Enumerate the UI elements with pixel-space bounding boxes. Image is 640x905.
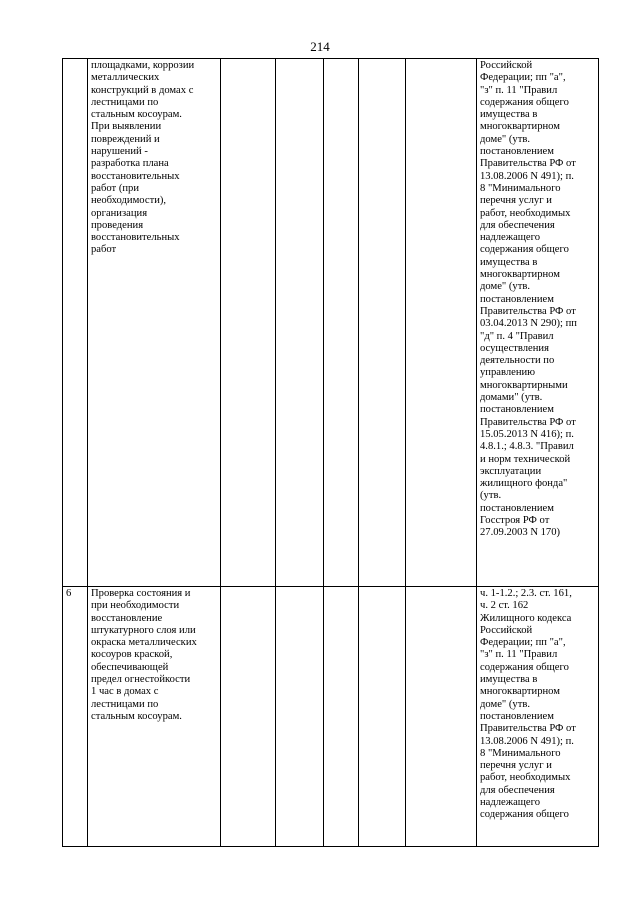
table-row bbox=[63, 587, 599, 847]
cell-text-line: для обеспечения bbox=[480, 784, 555, 796]
cell-text-line: "з" п. 11 "Правил bbox=[480, 84, 558, 96]
cell-text-line: и норм технической bbox=[480, 453, 571, 465]
cell-text-line: Проверка состояния и bbox=[91, 588, 191, 599]
cell-text-line: 13.08.2006 N 491); п. bbox=[480, 170, 574, 182]
cell-text-line: доме" (утв. bbox=[480, 698, 530, 710]
cell-text-line: Российской bbox=[480, 60, 533, 71]
cell-text-line: домами" (утв. bbox=[480, 392, 543, 404]
cell-text-line: проведения bbox=[91, 219, 144, 231]
cell-text-line: содержания общего bbox=[480, 96, 569, 108]
cell-text-line: стальным косоурам. bbox=[91, 710, 182, 722]
legal-basis-cell bbox=[477, 59, 599, 587]
empty-cell bbox=[406, 59, 477, 587]
cell-text-line: 15.05.2013 N 416); п. bbox=[480, 428, 574, 440]
cell-text-line: надлежащего bbox=[480, 232, 541, 244]
empty-cell bbox=[221, 587, 276, 847]
cell-text-line: металлических bbox=[91, 72, 160, 84]
cell-text-line: для обеспечения bbox=[480, 219, 555, 231]
page-number: 214 bbox=[310, 39, 330, 54]
cell-text-line: косоуров краской, bbox=[91, 649, 173, 661]
cell-text-line: имущества в bbox=[480, 109, 538, 121]
cell-text-line: (утв. bbox=[480, 490, 502, 502]
cell-text-line: 13.08.2006 N 491); п. bbox=[480, 735, 574, 747]
cell-text-line: Правительства РФ от bbox=[480, 723, 576, 735]
cell-text-line: Российской bbox=[480, 624, 533, 636]
cell-text-line: восстановительных bbox=[91, 232, 180, 244]
cell-text-line: содержания общего bbox=[480, 809, 569, 821]
legal-basis-cell bbox=[477, 587, 599, 847]
cell-text-line: имущества в bbox=[480, 256, 538, 268]
cell-text-line: При выявлении bbox=[91, 121, 162, 133]
empty-cell bbox=[276, 587, 324, 847]
cell-text-line: Правительства РФ от bbox=[480, 305, 576, 317]
row-number-cell bbox=[63, 59, 88, 587]
cell-text-line: постановлением bbox=[480, 293, 554, 305]
cell-text-line: содержания общего bbox=[480, 244, 569, 256]
cell-text-line: Правительства РФ от bbox=[480, 158, 576, 170]
cell-text-line: восстановление bbox=[91, 612, 163, 624]
work-description-cell bbox=[88, 587, 221, 847]
cell-text-line: перечня услуг и bbox=[480, 195, 552, 207]
cell-text-line: повреждений и bbox=[91, 133, 160, 145]
cell-text-line: Жилищного кодекса bbox=[480, 612, 572, 624]
empty-cell bbox=[406, 587, 477, 847]
empty-cell bbox=[359, 587, 406, 847]
cell-text-line: "д" п. 4 "Правил bbox=[480, 330, 554, 342]
empty-cell bbox=[359, 59, 406, 587]
cell-text-line: штукатурного слоя или bbox=[91, 624, 196, 636]
cell-text-line: постановлением bbox=[480, 146, 554, 158]
cell-text-line: перечня услуг и bbox=[480, 760, 552, 772]
cell-text-line: ч. 1-1.2.; 2.3. ст. 161, bbox=[480, 588, 572, 599]
cell-text-line: 27.09.2003 N 170) bbox=[480, 527, 561, 539]
cell-text-line: площадками, коррозии bbox=[91, 60, 195, 71]
cell-text-line: "з" п. 11 "Правил bbox=[480, 649, 558, 661]
empty-cell bbox=[276, 59, 324, 587]
cell-text-line: стальным косоурам. bbox=[91, 109, 182, 121]
cell-text-line: 8 "Минимального bbox=[480, 182, 561, 194]
cell-text-line: восстановительных bbox=[91, 170, 180, 182]
empty-cell bbox=[221, 59, 276, 587]
cell-text-line: организация bbox=[91, 207, 148, 219]
cell-text-line: многоквартирном bbox=[480, 121, 560, 133]
cell-text-line: Федерации; пп "а", bbox=[480, 72, 566, 84]
cell-text-line: 1 час в домах с bbox=[91, 686, 159, 698]
cell-text-line: 8 "Минимального bbox=[480, 747, 561, 759]
row-number-cell: 6 bbox=[63, 587, 88, 847]
cell-text-line: управлению bbox=[480, 367, 536, 379]
cell-text-line: работ, необходимых bbox=[480, 207, 571, 219]
cell-text-line: при необходимости bbox=[91, 600, 180, 612]
cell-text-line: жилищного фонда" bbox=[480, 478, 568, 490]
cell-text-line: доме" (утв. bbox=[480, 133, 530, 145]
cell-text-line: содержания общего bbox=[480, 661, 569, 673]
empty-cell bbox=[324, 587, 359, 847]
table-row bbox=[63, 59, 599, 587]
cell-text-line: многоквартирном bbox=[480, 686, 560, 698]
cell-text-line: лестницами по bbox=[91, 698, 159, 710]
cell-text-line: работ, необходимых bbox=[480, 772, 571, 784]
cell-text-line: имущества в bbox=[480, 674, 538, 686]
cell-text-line: нарушений - bbox=[91, 146, 148, 158]
work-description-cell bbox=[88, 59, 221, 587]
cell-text-line: надлежащего bbox=[480, 797, 541, 809]
cell-text-line: многоквартирном bbox=[480, 269, 560, 281]
cell-text-line: разработка плана bbox=[91, 158, 169, 170]
cell-text-line: работ (при bbox=[91, 182, 139, 194]
cell-text-line: осуществления bbox=[480, 342, 549, 354]
cell-text-line: доме" (утв. bbox=[480, 281, 530, 293]
cell-text-line: 4.8.1.; 4.8.3. "Правил bbox=[480, 441, 574, 453]
cell-text-line: постановлением bbox=[480, 404, 554, 416]
cell-text-line: обеспечивающей bbox=[91, 661, 169, 673]
cell-text-line: эксплуатации bbox=[480, 465, 542, 477]
cell-text-line: постановлением bbox=[480, 502, 554, 514]
cell-text-line: Правительства РФ от bbox=[480, 416, 576, 428]
cell-text-line: 03.04.2013 N 290); пп bbox=[480, 318, 577, 330]
cell-text-line: необходимости), bbox=[91, 195, 167, 207]
cell-text-line: конструкций в домах с bbox=[91, 84, 194, 96]
cell-text-line: ч. 2 ст. 162 bbox=[480, 600, 529, 612]
empty-cell bbox=[324, 59, 359, 587]
cell-text-line: деятельности по bbox=[480, 355, 555, 367]
cell-text-line: многоквартирными bbox=[480, 379, 568, 391]
cell-text-line: лестницами по bbox=[91, 96, 159, 108]
works-table bbox=[62, 58, 599, 847]
cell-text-line: Госстроя РФ от bbox=[480, 514, 550, 526]
cell-text-line: предел огнестойкости bbox=[91, 674, 191, 686]
cell-text-line: окраска металлических bbox=[91, 637, 197, 649]
cell-text-line: постановлением bbox=[480, 710, 554, 722]
cell-text-line: работ bbox=[91, 244, 117, 256]
cell-text-line: Федерации; пп "а", bbox=[480, 637, 566, 649]
